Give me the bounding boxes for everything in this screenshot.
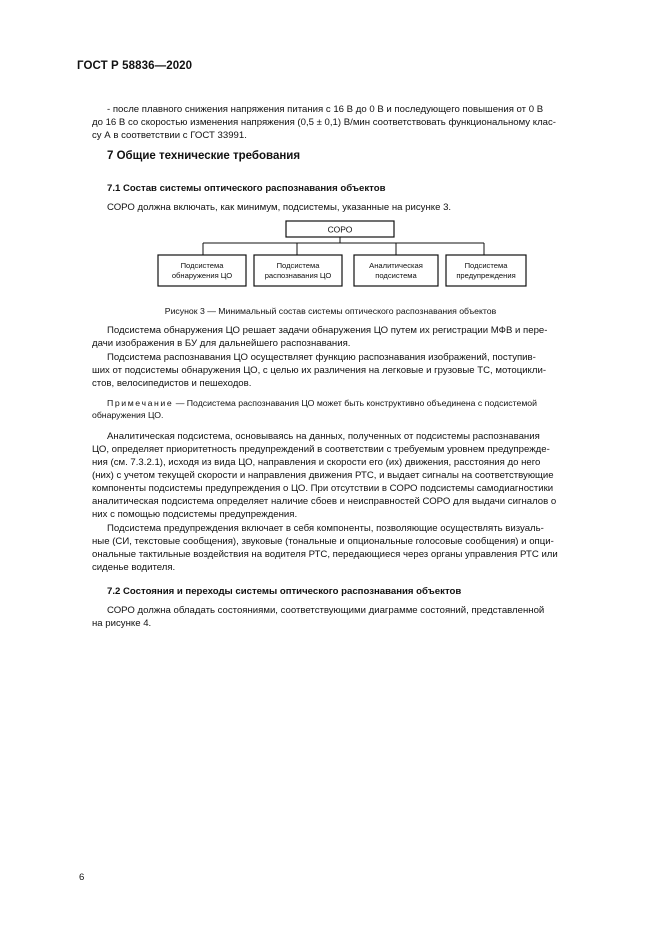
diagram-box-recognition-line1: Подсистема: [276, 261, 320, 270]
p3-line-5: компоненты подсистемы предупреждения о ЦО. При отсутствии в СОРО подсистемы самодиагностики: [92, 483, 554, 494]
section-7-1-lead: СОРО должна включать, как минимум, подсистемы, указанные на рисунке 3.: [107, 202, 452, 213]
note-line-2: обнаружения ЦО.: [92, 410, 164, 420]
page-number: 6: [79, 872, 85, 883]
p3-line-7: них с помощью подсистемы предупреждения.: [92, 509, 298, 520]
diagram-box-detection-line1: Подсистема: [180, 261, 224, 270]
diagram-box-warning-line1: Подсистема: [464, 261, 508, 270]
note-line-1: [107, 397, 614, 409]
p3-line-2: ЦО, определяет приоритетность предупреждений в соответствии с требуемым уровнем предупрежде-: [92, 444, 550, 455]
diagram-box-warning: [446, 255, 526, 286]
note-label: Примечание: [107, 398, 174, 408]
p3-line-3: ния (см. 7.3.2.1), исходя из вида ЦО, направления и скорости его (их) движения, расстояния до него: [92, 457, 541, 468]
section-7-2-line-2: на рисунке 4.: [92, 618, 152, 629]
diagram-box-warning-line2: предупреждения: [456, 271, 516, 280]
section-7-2-title: 7.2 Состояния и переходы системы оптического распознавания объектов: [107, 586, 462, 597]
p2-line-1: Подсистема распознавания ЦО осуществляет функцию распознавания изображений, поступив-: [107, 352, 536, 363]
p3-line-6: аналитическая подсистема определяет наличие сбоев и неисправностей СОРО для выдачи сигналов о: [92, 496, 557, 507]
diagram-box-analytics-line1: Аналитическая: [369, 261, 423, 270]
soro-composition-diagram: [150, 218, 530, 296]
p3-line-4: (них) с учетом текущей скорости и направления движения РТС, и выдает сигналы на соответствующие: [92, 470, 554, 481]
note-text-1: — Подсистема распознавания ЦО может быть конструктивно объединена с подсистемой: [173, 398, 537, 408]
intro-line-3: су А в соответствии с ГОСТ 33991.: [92, 130, 247, 141]
diagram-box-detection-line2: обнаружения ЦО: [171, 271, 233, 280]
diagram-root-label: СОРО: [327, 224, 353, 235]
document-header: ГОСТ Р 58836—2020: [77, 60, 193, 72]
diagram-root-box: [286, 221, 394, 237]
section-7-2-line-1: СОРО должна обладать состояниями, соответствующими диаграмме состояний, представленной: [107, 605, 545, 616]
p4-line-1: Подсистема предупреждения включает в себя компоненты, позволяющие осуществлять визуаль-: [107, 523, 544, 534]
figure-3-caption: Рисунок 3 — Минимальный состав системы оптического распознавания объектов: [164, 306, 497, 316]
diagram-box-recognition-line2: распознавания ЦО: [264, 271, 332, 280]
section-7-1-title: 7.1 Состав системы оптического распознавания объектов: [107, 183, 386, 194]
section-7-title: 7 Общие технические требования: [107, 150, 301, 162]
p1-line-1: Подсистема обнаружения ЦО решает задачи обнаружения ЦО путем их регистрации МФВ и пере-: [107, 325, 548, 336]
p2-line-2: ших от подсистемы обнаружения ЦО, с целью их различения на легковые и грузовые ТС, мотоцикли-: [92, 365, 547, 376]
diagram-connectors: [203, 237, 484, 255]
intro-line-2: до 16 В со скоростью изменения напряжения (0,5 ± 0,1) В/мин соответствовать функциональному клас-: [92, 117, 556, 128]
diagram-box-analytics-line2: подсистема: [375, 271, 417, 280]
p1-line-2: дачи изображения в БУ для дальнейшего распознавания.: [92, 338, 351, 349]
p4-line-2: ные (СИ, текстовые сообщения), звуковые (тональные и опциональные голосовые сообщения) и опци-: [92, 536, 554, 547]
p2-line-3: стов, велосипедистов и пешеходов.: [92, 378, 252, 389]
p3-line-1: Аналитическая подсистема, основываясь на данных, полученных от подсистемы распознавания: [107, 431, 540, 442]
intro-line-1: - после плавного снижения напряжения питания с 16 В до 0 В и последующего повышения от 0 В: [107, 104, 544, 115]
diagram-box-analytics: [354, 255, 438, 286]
p4-line-4: сиденье водителя.: [92, 562, 176, 573]
diagram-box-recognition: [254, 255, 342, 286]
p4-line-3: ональные тактильные воздействия на водителя РТС, передающиеся через органы управления РТС или: [92, 549, 558, 560]
diagram-box-detection: [158, 255, 246, 286]
